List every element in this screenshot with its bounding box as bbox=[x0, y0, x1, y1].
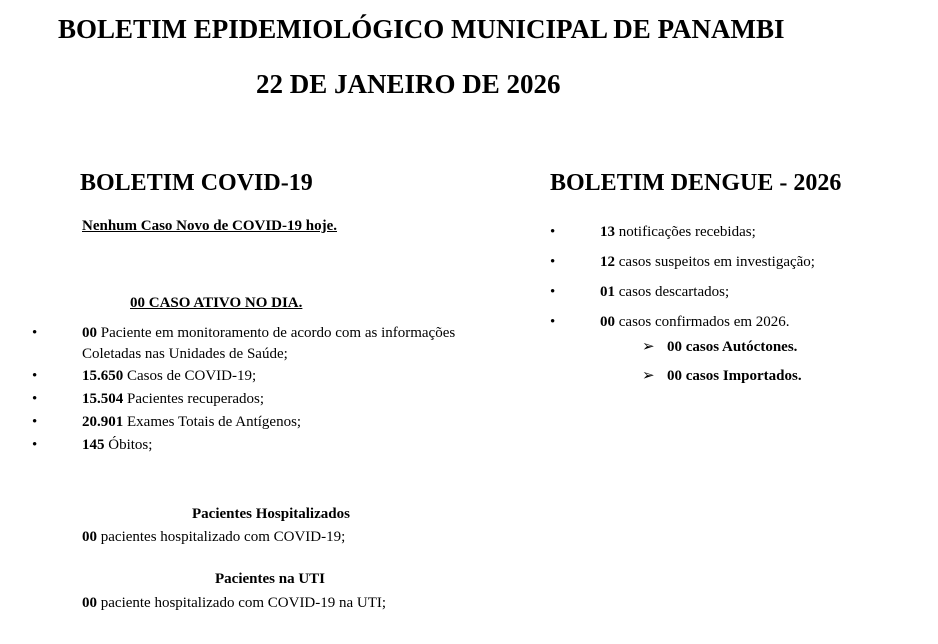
covid-stats-list bbox=[32, 323, 456, 457]
document-title: BOLETIM EPIDEMIOLÓGICO MUNICIPAL DE PANAMBI bbox=[58, 14, 785, 44]
list-item: • 01 casos descartados; bbox=[550, 284, 730, 300]
uti-heading: Pacientes na UTI bbox=[215, 571, 325, 587]
document-date: 22 DE JANEIRO DE 2026 bbox=[256, 69, 561, 99]
arrow-bullet-icon: ➢ bbox=[642, 339, 655, 355]
list-item: • 00 Paciente em monitoramento de acordo com as informações Coletadas nas Unidades de Saúde; bbox=[32, 325, 456, 362]
list-item: • 12 casos suspeitos em investigação; bbox=[550, 254, 815, 270]
hospitalized-heading: Pacientes Hospitalizados bbox=[192, 506, 350, 522]
dengue-stats-list bbox=[550, 217, 815, 337]
dengue-confirmed-breakdown bbox=[642, 333, 802, 391]
list-item: ➢ 00 casos Autóctones. bbox=[667, 333, 802, 362]
list-item: • 20.901 Exames Totais de Antígenos; bbox=[32, 414, 302, 430]
list-item: • 15.650 Casos de COVID-19; bbox=[32, 368, 257, 384]
arrow-bullet-icon: ➢ bbox=[642, 368, 655, 384]
list-item: • 13 notificações recebidas; bbox=[550, 224, 756, 240]
covid-heading: BOLETIM COVID-19 bbox=[80, 170, 313, 196]
hospitalized-line: 00 pacientes hospitalizado com COVID-19; bbox=[82, 529, 346, 545]
dengue-heading: BOLETIM DENGUE - 2026 bbox=[550, 170, 842, 196]
list-item: • 15.504 Pacientes recuperados; bbox=[32, 391, 265, 407]
covid-active-cases: 00 CASO ATIVO NO DIA. bbox=[130, 295, 303, 311]
list-item: ➢ 00 casos Importados. bbox=[667, 362, 802, 391]
uti-line: 00 paciente hospitalizado com COVID-19 na UTI; bbox=[82, 595, 387, 611]
list-item: • 00 casos confirmados em 2026. bbox=[550, 314, 790, 330]
list-item: • 145 Óbitos; bbox=[32, 437, 153, 453]
covid-notice: Nenhum Caso Novo de COVID-19 hoje. bbox=[82, 218, 338, 234]
